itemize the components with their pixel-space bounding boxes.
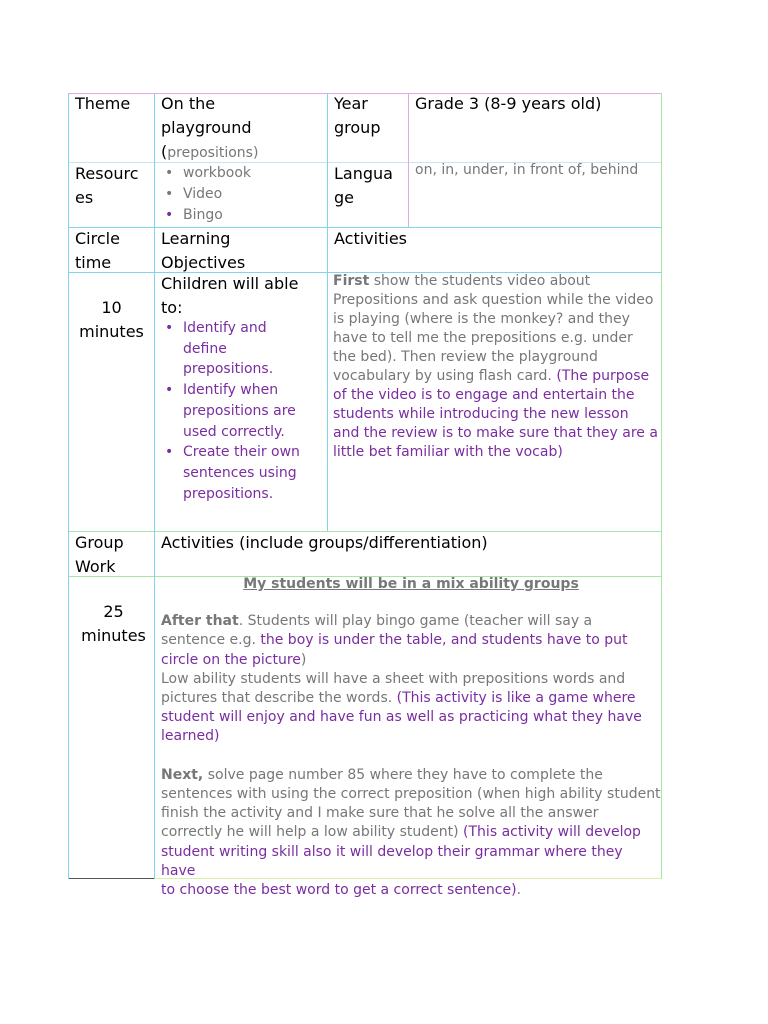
duration-number: 10 [101,298,122,317]
activity-line: is playing (where is the monkey? and they [333,311,630,327]
theme-paren: ( [161,142,168,161]
group-work-activities [155,575,661,900]
activity-line: learned) [161,728,220,745]
year-group-label-line: Year [334,94,368,113]
bullet-icon: • [165,444,174,461]
learning-objectives-label-line: Objectives [161,253,246,272]
activity-line: After that. Students will play bingo game (teacher will say a [161,613,593,630]
activity-line: little bet familiar with the vocab) [333,444,563,460]
activity-line: Low ability students will have a sheet with prepositions words and [161,670,626,687]
language-label [328,162,408,210]
group-work-duration [69,600,154,648]
objectives-intro: Children will able [161,274,299,293]
bullet-icon: • [165,207,174,223]
activity-line: and the review is to make sure that they are a [333,425,658,441]
group-work-label [69,531,154,579]
group-work-heading: My students will be in a mix ability groups [243,576,579,592]
activity-line: student writing skill also it will develop their grammar where they have [161,843,623,879]
circle-time-label-line: time [75,253,112,272]
activity-line: Prepositions and ask question while the video [333,292,654,308]
language-value [409,161,661,180]
list-item: • Bingo [161,205,327,226]
activity-line: circle on the picture) [161,651,307,668]
list-item: • Video [161,184,327,205]
group-work-label-line: Group [75,533,124,552]
resources-list [155,163,327,226]
duration-unit: minutes [79,322,144,341]
learning-objectives-label-line: Learning [161,229,231,248]
theme-value [155,92,327,164]
theme-label-text: Theme [75,94,131,113]
activities-label [328,227,661,251]
group-work-label-line: Work [75,557,116,576]
language-label-line: ge [334,188,354,207]
blank-line [161,747,661,766]
duration-unit: minutes [81,626,146,645]
table-border [661,93,662,879]
theme-value-line: On the [161,94,216,113]
bullet-icon: • [165,320,174,336]
learning-objectives-label [155,227,327,275]
activity-line: Next, solve page number 85 where they have to complete the [161,766,603,783]
objective-item: • Identify when prepositions are used correctly. [165,382,296,440]
theme-value-line: playground [161,118,252,137]
activity-line: First show the students video about [333,273,591,289]
objectives-intro: to: [161,298,183,317]
activity-line: have to tell me the prepositions e.g. under [333,330,633,346]
resources-label-line: es [75,188,94,207]
activity-line: of the video is to engage and entertain the [333,387,635,403]
activity-line: students while introducing the new lesson [333,406,629,422]
table-border [68,93,69,879]
table-border [68,878,154,879]
activity-line: the bed). Then review the playground [333,349,598,365]
group-activities-header-text: Activities (include groups/differentiation) [161,533,488,552]
objective-item: • Identify and define prepositions. [165,320,274,378]
resources-label-line: Resourc [75,164,139,183]
resources-label [69,162,154,210]
activity-line: sentences with using the correct preposition (when high ability student [161,786,661,803]
activities-label-text: Activities [334,229,407,248]
activity-line: to choose the best word to get a correct sentence). [161,882,522,899]
objectives-cell [155,272,327,504]
duration-number: 25 [103,602,124,621]
activity-line: vocabulary by using flash card. (The purpose [333,368,650,384]
language-label-line: Langua [334,164,393,183]
year-group-label [328,92,408,140]
activity-line: student will enjoy and have fun as well as practicing what they have [161,709,642,726]
theme-label [69,92,154,116]
activity-line: finish the activity and I make sure that he solve all the answer [161,805,599,822]
bullet-icon: • [165,382,174,399]
year-group-value [409,92,661,116]
theme-subtitle: prepositions) [167,145,259,161]
language-value-text: on, in, under, in front of, behind [415,162,639,178]
circle-time-duration [69,296,154,344]
activity-line: sentence e.g. the boy is under the table, and students have to put [161,632,628,649]
bullet-icon: • [165,186,174,202]
activity-line: pictures that describe the words. (This activity is like a game where [161,690,636,707]
circle-time-label [69,227,154,275]
list-item: • workbook [161,163,327,184]
year-group-label-line: group [334,118,381,137]
objective-item: • Create their own sentences using prepositions. [165,444,300,502]
circle-time-label-line: Circle [75,229,120,248]
group-activities-header [155,531,661,555]
year-group-value-text: Grade 3 (8-9 years old) [415,94,602,113]
circle-time-activities [328,272,661,462]
bullet-icon: • [165,165,174,181]
activity-line: correctly he will help a low ability student) (This activity will develop [161,824,641,841]
